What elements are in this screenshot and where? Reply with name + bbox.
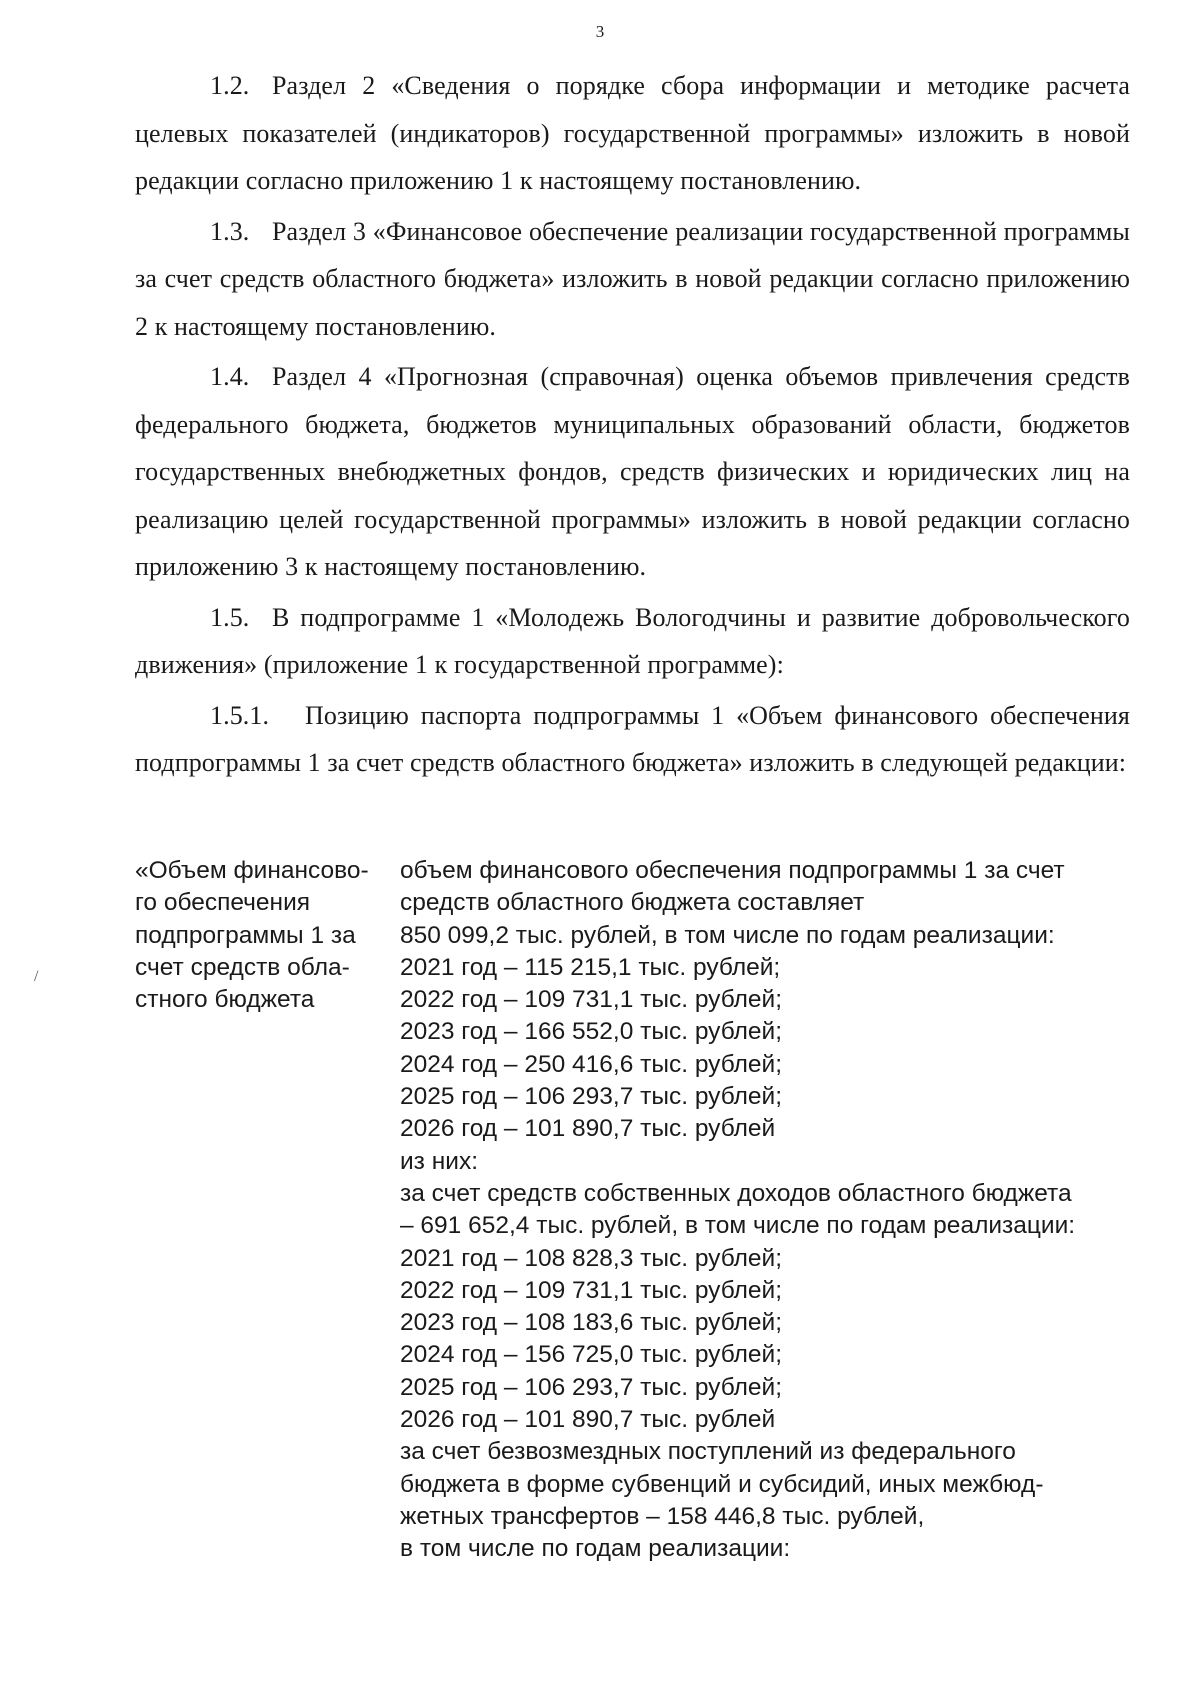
right-line: из них: (400, 1147, 478, 1175)
paragraph-1-3 (135, 208, 1130, 351)
right-line: 2024 год – 250 416,6 тыс. рублей; (400, 1050, 783, 1078)
paragraph-1-5 (135, 594, 1130, 689)
right-line: 2022 год – 109 731,1 тыс. рублей; (400, 1276, 783, 1304)
right-line: 2021 год – 115 215,1 тыс. рублей; (400, 953, 781, 981)
right-line: в том числе по годам реализации: (400, 1535, 791, 1563)
right-line: 850 099,2 тыс. рублей, в том числе по годам реализации: (400, 921, 1055, 949)
scan-mark: / (34, 968, 39, 985)
right-line: 2026 год – 101 890,7 тыс. рублей (400, 1115, 776, 1143)
left-line: стного бюджета (135, 986, 315, 1014)
right-line: 2026 год – 101 890,7 тыс. рублей (400, 1406, 776, 1434)
right-line: 2022 год – 109 731,1 тыс. рублей; (400, 986, 783, 1014)
left-line: подпрограммы 1 за (135, 921, 356, 949)
paragraph-text: Раздел 2 «Сведения о порядке сбора информации и методике расчета целевых показателей (индикаторов) государственной программы» изложить в новой редакции согласно приложению 1 к настоящему постановлению. (135, 71, 1130, 195)
table-left-column (135, 855, 390, 1016)
paragraph-text: Раздел 4 «Прогнозная (справочная) оценка объемов привлечения средств федерального бюджета, бюджетов муниципальных образований области, бюджетов государственных внебюджетных фондов, средств физических и юридических лиц на реализацию целей государственной программы» изложить в новой редакции согласно приложению 3 к настоящему постановлению. (135, 362, 1130, 581)
paragraph-1-4 (135, 353, 1130, 591)
right-line: 2025 год – 106 293,7 тыс. рублей; (400, 1083, 783, 1111)
paragraph-text: Позицию паспорта подпрограммы 1 «Объем финансового обеспечения подпрограммы 1 за счет средств областного бюджета» изложить в следующей редакции: (135, 700, 1130, 777)
paragraph-1-2 (135, 62, 1130, 205)
right-line: 2024 год – 156 725,0 тыс. рублей; (400, 1341, 783, 1369)
right-line: 2021 год – 108 828,3 тыс. рублей; (400, 1244, 783, 1272)
paragraph-text: Раздел 3 «Финансовое обеспечение реализации государственной программы за счет средств областного бюджета» изложить в новой редакции согласно приложению 2 к настоящему постановлению. (135, 216, 1130, 341)
page-number: 3 (595, 22, 605, 41)
right-line: средств областного бюджета составляет (400, 889, 865, 917)
right-line: 2025 год – 106 293,7 тыс. рублей; (400, 1373, 783, 1401)
paragraph-number: 1.2. (210, 71, 250, 100)
paragraph-number: 1.5.1. (210, 700, 270, 730)
paragraph-number: 1.4. (210, 362, 250, 391)
right-line: 2023 год – 108 183,6 тыс. рублей; (400, 1309, 783, 1337)
document-body (135, 62, 1130, 790)
right-line: жетных трансфертов – 158 446,8 тыс. рублей, (400, 1502, 925, 1530)
left-line: «Объем финансово- (135, 857, 369, 884)
right-line: за счет средств собственных доходов областного бюджета (400, 1179, 1072, 1207)
paragraph-1-5-1 (135, 692, 1130, 787)
paragraph-number: 1.3. (210, 216, 250, 246)
paragraph-number: 1.5. (210, 602, 250, 632)
left-line: счет средств обла- (135, 953, 350, 981)
table-right-column (400, 855, 1140, 1566)
left-line: го обеспечения (135, 889, 311, 917)
right-line: 2023 год – 166 552,0 тыс. рублей; (400, 1018, 783, 1046)
right-line: бюджета в форме субвенций и субсидий, иных межбюд- (400, 1470, 1044, 1498)
paragraph-text: В подпрограмме 1 «Молодежь Вологодчины и развитие добровольческого движения» (приложение 1 к государственной программе): (135, 602, 1130, 679)
right-line: за счет безвозмездных поступлений из федерального (400, 1438, 1016, 1466)
right-line: – 691 652,4 тыс. рублей, в том числе по годам реализации: (400, 1212, 1076, 1240)
right-line: объем финансового обеспечения подпрограммы 1 за счет (400, 857, 1065, 884)
